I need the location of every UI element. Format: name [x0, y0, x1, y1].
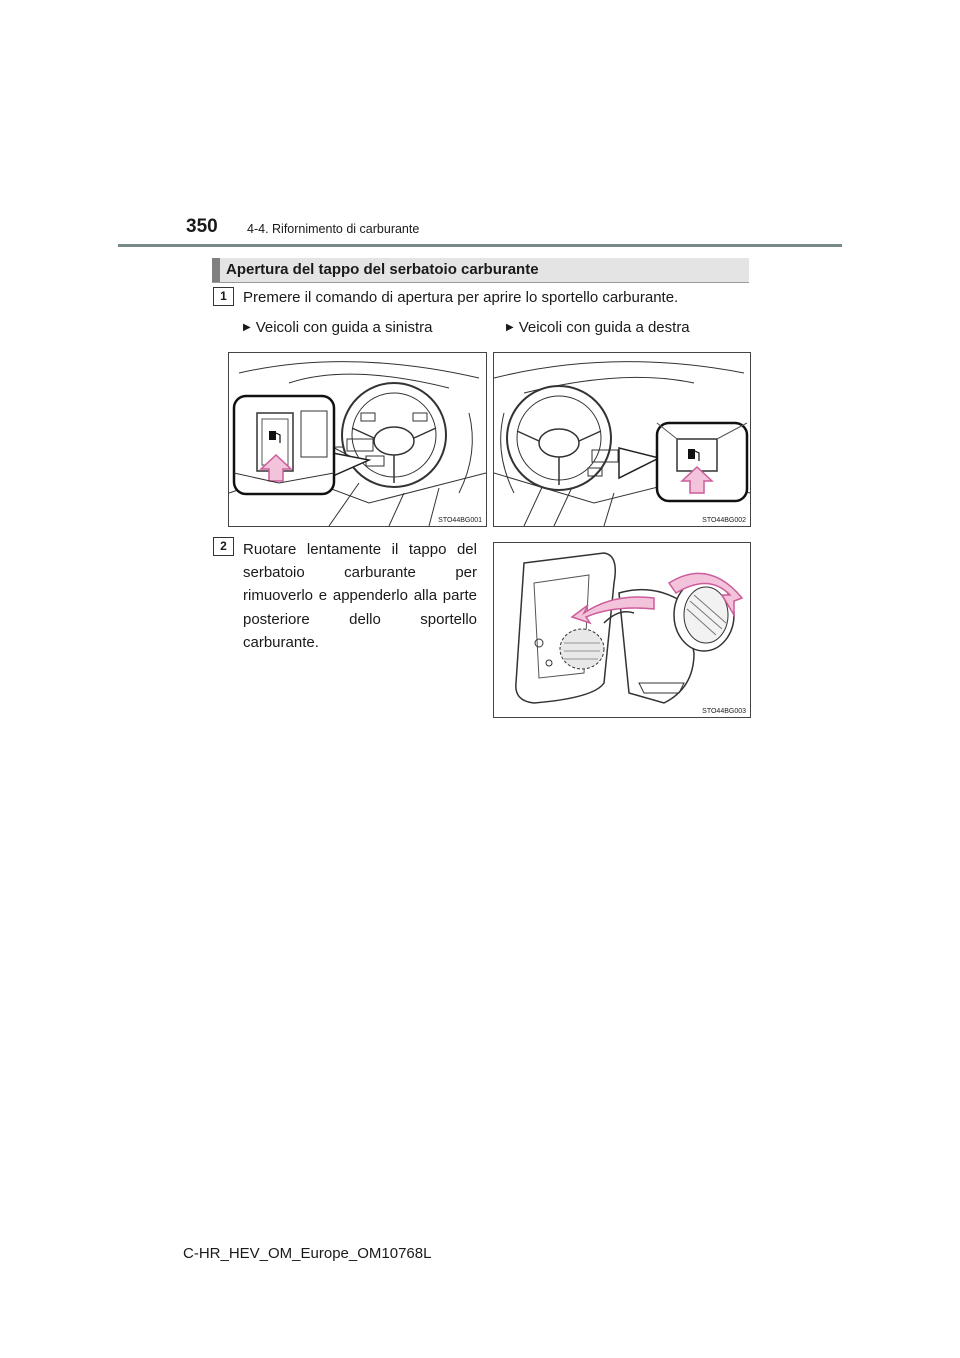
- footer-doc-id: C-HR_HEV_OM_Europe_OM10768L: [183, 1245, 432, 1262]
- step-2-text: Ruotare lentamente il tappo del serbatoio carburante per rimuoverlo e appenderlo alla parte posteriore dello sportello carburante.: [243, 541, 477, 651]
- figure-lhd-dashboard: [228, 352, 487, 527]
- section-heading-text: Apertura del tappo del serbatoio carburante: [226, 261, 539, 278]
- section-title: 4-4. Rifornimento di carburante: [247, 222, 420, 236]
- figure-rhd-dashboard: [493, 352, 751, 527]
- steering-wheel-icon: [342, 383, 446, 487]
- step-2-number: 2: [213, 537, 234, 556]
- left-hand-drive-label: [243, 319, 432, 336]
- header-rule: [118, 244, 842, 247]
- rhd-dashboard-illustration: [494, 353, 750, 526]
- bullet-triangle-icon: ▶: [506, 322, 514, 333]
- fuel-door-panel: [516, 553, 615, 703]
- step-1-number: 1: [213, 287, 234, 306]
- right-hand-drive-label: [506, 319, 690, 336]
- figure-code-3: STO44BG003: [702, 708, 746, 715]
- fuel-cap-dashed: [560, 629, 604, 669]
- lhd-dashboard-illustration: [229, 353, 486, 526]
- heading-bar: [212, 258, 220, 282]
- figure-code-1: STO44BG001: [438, 517, 482, 524]
- figure-fuel-cap-removal: [493, 542, 751, 718]
- right-hand-drive-text: Veicoli con guida a destra: [518, 319, 690, 336]
- section-heading-rule: [212, 282, 749, 283]
- section-heading: [212, 258, 749, 282]
- page-number: 350: [186, 216, 218, 237]
- fuel-cap-illustration: [494, 543, 750, 717]
- bullet-triangle-icon: ▶: [243, 322, 251, 333]
- steering-wheel-icon: [507, 386, 611, 490]
- figure-code-2: STO44BG002: [702, 517, 746, 524]
- step-1-text: Premere il comando di apertura per aprire lo sportello carburante.: [243, 289, 679, 306]
- left-hand-drive-text: Veicoli con guida a sinistra: [255, 319, 433, 336]
